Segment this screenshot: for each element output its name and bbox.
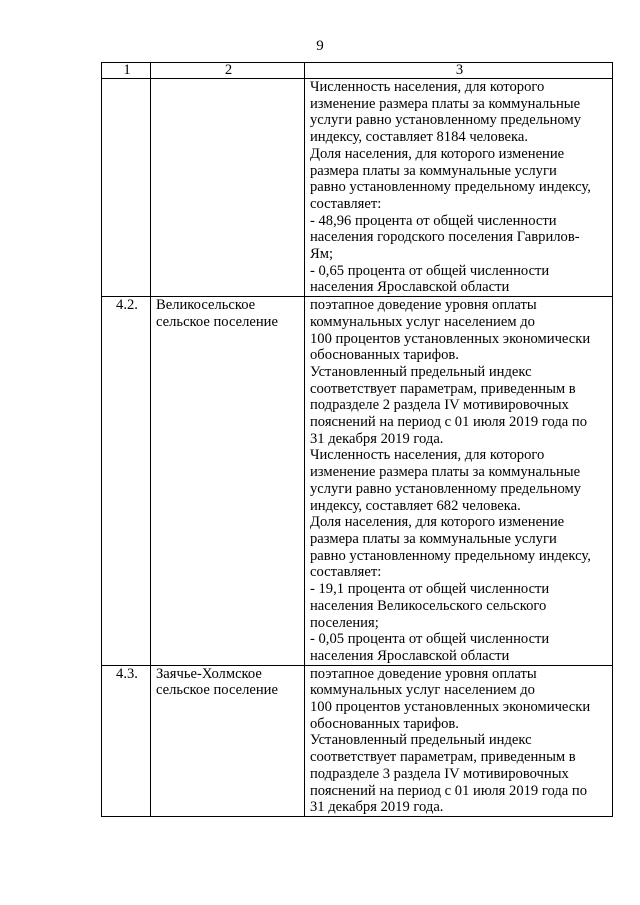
row-description: поэтапное доведение уровня оплаты коммунальных услуг населением до 100 процентов установленных экономически обоснованных тарифов. Установленный предельный индекс соответствует параметрам, приведенным в подразделе 2 раздела IV мотивировочных пояснений на период с 01 июля 2019 года по 31 декабря 2019 года. Численность населения, для которого изменение размера платы за коммунальные услуги равно установленному предельному индексу, составляет 682 человека. Доля населения, для которого изменение размера платы за коммунальные услуги равно установленному предельному индексу, составляет: - 19,1 процента от общей численности населения Великосельского сельского поселения; - 0,05 процента от общей численности населения Ярославской области — [305, 297, 613, 665]
settlement-name: Великосельское сельское поселение — [151, 297, 305, 665]
row-number: 4.2. — [102, 297, 151, 665]
table-header-row — [102, 63, 613, 79]
page-number: 9 — [316, 38, 324, 54]
table-row — [102, 79, 613, 297]
column-header-3: 3 — [305, 63, 613, 79]
table-row — [102, 665, 613, 816]
row-description: Численность населения, для которого изменение размера платы за коммунальные услуги равно установленному предельному индексу, составляет 8184 человека. Доля населения, для которого изменение размера платы за коммунальные услуги равно установленному предельному индексу, составляет: - 48,96 процента от общей численности населения городского поселения Гаврилов- Ям; - 0,65 процента от общей численности населения Ярославской области — [305, 79, 613, 297]
table-row — [102, 297, 613, 665]
column-header-2: 2 — [151, 63, 305, 79]
document-table — [101, 62, 613, 817]
row-description: поэтапное доведение уровня оплаты коммунальных услуг населением до 100 процентов установленных экономически обоснованных тарифов. Установленный предельный индекс соответствует параметрам, приведенным в подразделе 3 раздела IV мотивировочных пояснений на период с 01 июля 2019 года по 31 декабря 2019 года. — [305, 665, 613, 816]
settlement-name: Заячье-Холмское сельское поселение — [151, 665, 305, 816]
row-number — [102, 79, 151, 297]
row-number: 4.3. — [102, 665, 151, 816]
settlement-name — [151, 79, 305, 297]
column-header-1: 1 — [102, 63, 151, 79]
